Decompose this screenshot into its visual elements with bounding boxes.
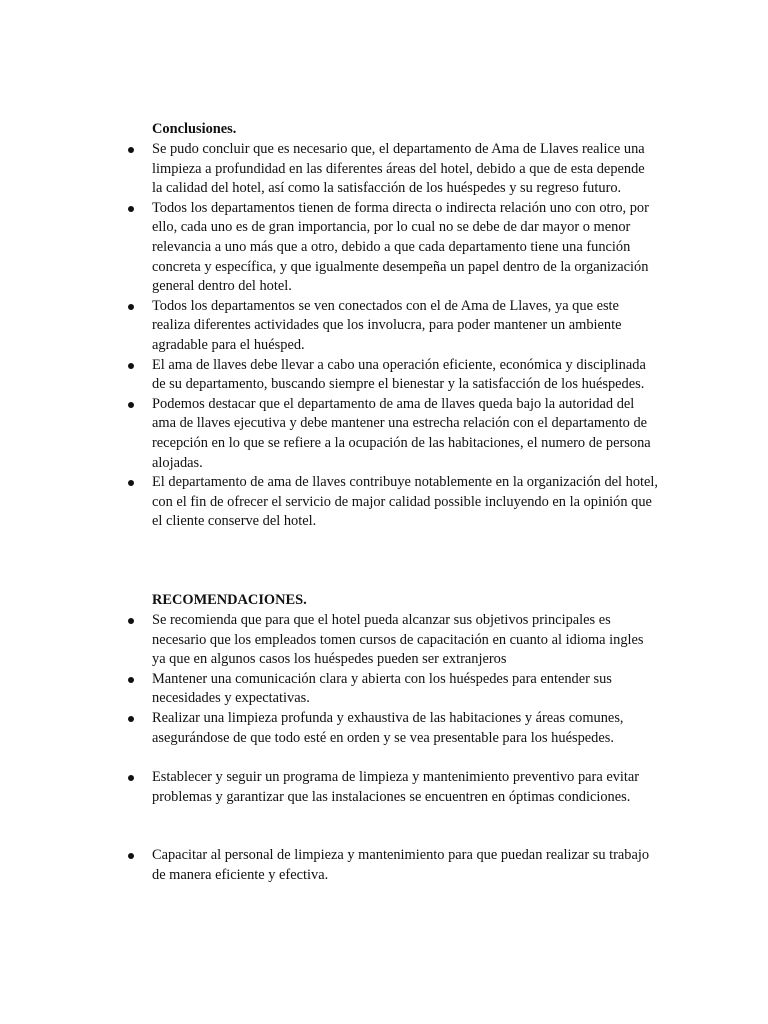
bullet-icon xyxy=(128,402,134,408)
bullet-icon xyxy=(128,304,134,310)
list-item-text: Capacitar al personal de limpieza y mantenimiento para que puedan realizar su trabajo de manera eficiente y efectiva. xyxy=(152,847,650,883)
recommendations-list-continued xyxy=(0,768,768,807)
recommendations-list-final xyxy=(0,846,768,885)
bullet-icon xyxy=(128,618,134,624)
list-item xyxy=(0,395,658,473)
recommendations-list xyxy=(0,611,768,748)
bullet-icon xyxy=(128,677,134,683)
list-item xyxy=(0,297,658,356)
list-item-text: Podemos destacar que el departamento de ama de llaves queda bajo la autoridad del ama de llaves ejecutiva y debe mantener una estrecha relación con el departamento de recepción en lo que se refiere a la ocupación de las habitaciones, el numero de persona alojadas. xyxy=(152,395,651,471)
list-item-text: Se recomienda que para que el hotel pueda alcanzar sus objetivos principales es necesario que los empleados tomen cursos de capacitación en cuanto al idioma ingles ya que en algunos casos los huéspedes pueden ser extranjeros xyxy=(152,612,644,668)
recommendations-heading: RECOMENDACIONES. xyxy=(152,592,307,608)
list-item-text: Todos los departamentos tienen de forma directa o indirecta relación uno con otro, por ello, cada uno es de gran importancia, por lo cual no se debe de dar mayor o menor relevancia a uno más que a otro, debido a que cada departamento tiene una función concreta y específica, y que igualmente desempeña un papel dentro de la organización general dentro del hotel. xyxy=(152,199,649,295)
bullet-icon xyxy=(128,363,134,369)
list-item xyxy=(0,611,658,670)
bullet-icon xyxy=(128,480,134,486)
list-item xyxy=(0,473,658,532)
list-item xyxy=(0,140,658,199)
list-item xyxy=(0,709,658,748)
list-item-text: El departamento de ama de llaves contribuye notablemente en la organización del hotel, con el fin de ofrecer el servicio de major calidad possible incluyendo en la opinión que el cliente conserve del hotel. xyxy=(152,474,659,530)
list-item-text: Se pudo concluir que es necesario que, el departamento de Ama de Llaves realice una limpieza a profundidad en las diferentes áreas del hotel, debido a que de esta depende la calidad del hotel, así como la satisfacción de los huéspedes y su regreso futuro. xyxy=(152,141,645,197)
list-item-text: El ama de llaves debe llevar a cabo una operación eficiente, económica y disciplinada de su departamento, buscando siempre el bienestar y la satisfacción de los huéspedes. xyxy=(152,356,646,393)
list-item-text: Establecer y seguir un programa de limpieza y mantenimiento preventivo para evitar problemas y garantizar que las instalaciones se encuentren en óptimas condiciones. xyxy=(152,769,640,805)
list-item xyxy=(0,356,658,395)
list-item-text: Todos los departamentos se ven conectados con el de Ama de Llaves, ya que este realiza diferentes actividades que los involucra, para poder mantener un ambiente agradable para el huésped. xyxy=(152,297,622,353)
bullet-icon xyxy=(128,147,134,153)
list-item-text: Mantener una comunicación clara y abierta con los huéspedes para entender sus necesidades y expectativas. xyxy=(152,670,612,707)
bullet-icon xyxy=(128,716,134,722)
list-item xyxy=(0,199,658,297)
bullet-icon xyxy=(128,206,134,212)
bullet-icon xyxy=(128,853,134,859)
list-item xyxy=(0,846,658,885)
conclusions-heading: Conclusiones. xyxy=(152,121,237,137)
bullet-icon xyxy=(128,775,134,781)
list-item xyxy=(0,768,658,807)
list-item xyxy=(0,670,658,709)
list-item-text: Realizar una limpieza profunda y exhaustiva de las habitaciones y áreas comunes, asegurándose de que todo esté en orden y se vea presentable para los huéspedes. xyxy=(152,709,624,746)
conclusions-list xyxy=(0,140,768,532)
